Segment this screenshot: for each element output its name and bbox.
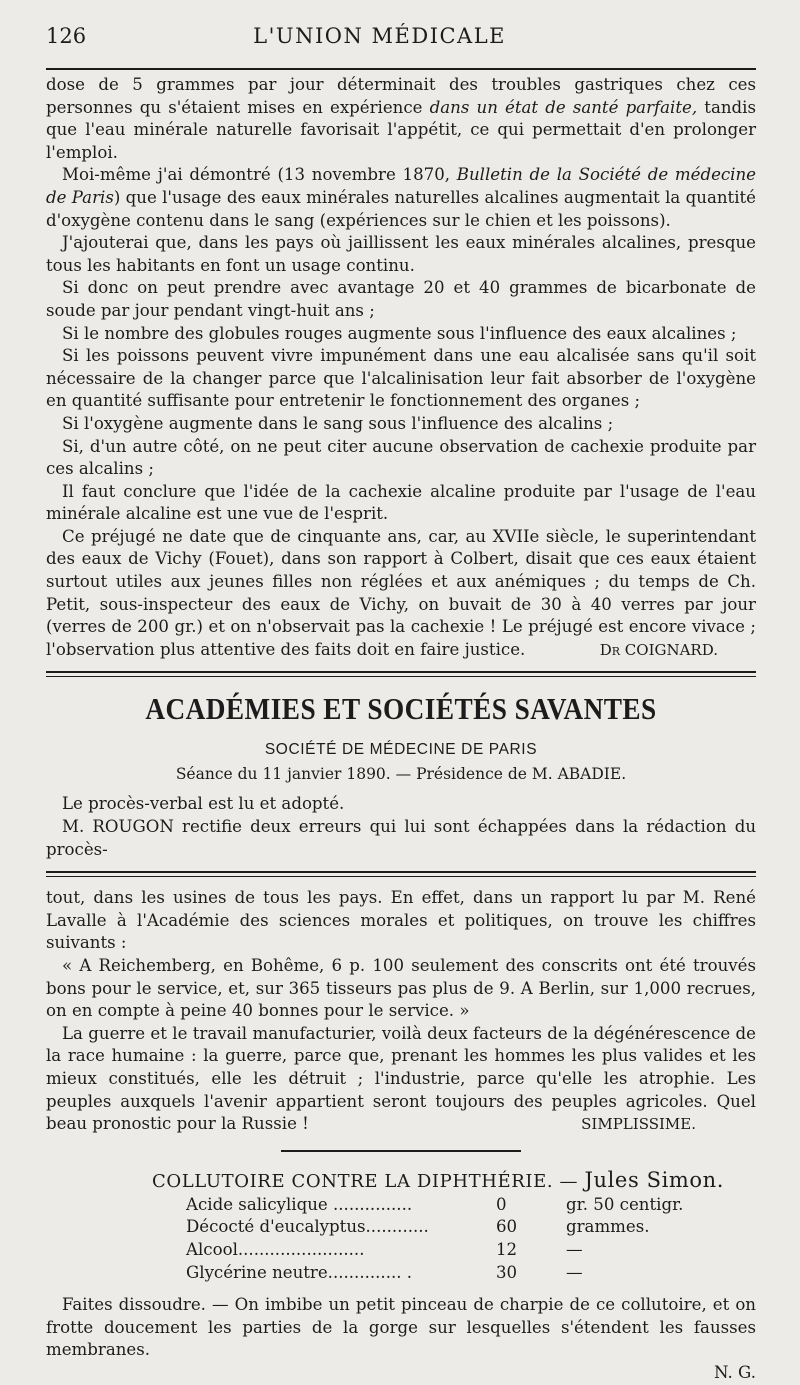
recipe-row: Glycérine neutre.............. . 30 —: [186, 1262, 583, 1282]
recipe-signature: N. G.: [714, 1362, 756, 1382]
author-signature: SIMPLISSIME.: [581, 1115, 696, 1134]
paragraph: Si, d'un autre côté, on ne peut citer aucune observation de cachexie produite par ces alcalins ;: [46, 436, 756, 479]
paragraph: Il faut conclure que l'idée de la cachexie alcaline produite par l'usage de l'eau minérale alcaline est une vue de l'esprit.: [46, 481, 756, 524]
paragraph: Si le nombre des globules rouges augmente sous l'influence des eaux alcalines ;: [62, 323, 737, 343]
society-heading: SOCIÉTÉ DE MÉDECINE DE PARIS: [264, 741, 538, 759]
paragraph: J'ajouterai que, dans les pays où jaillissent les eaux minérales alcalines, presque tous les habitants en font un usage continu.: [46, 233, 756, 275]
paragraph: La guerre et le travail manufacturier, voilà deux facteurs de la dégénérescence de la race humaine : la guerre, parce que, prenant les hommes les plus valides et les mieux constitués, elle les détruit ; l'industrie, parce qu'elle les atrophie. Les peuples auxquels l'avenir appartient seront toujours des peuples agricoles. Quel beau pronostic pour la Russie ! SIMPLISSIME.: [46, 1023, 756, 1136]
recipe-table: [186, 1194, 683, 1284]
paragraph: « A Reichemberg, en Bohême, 6 p. 100 seulement des conscrits ont été trouvés bons pour le service, et, sur 365 tisseurs pas plus de 9. A Berlin, sur 1,000 recrues, on en compte à peine 40 bonnes pour le service. »: [46, 956, 756, 1021]
recipe-row: Alcool........................ 12 —: [186, 1239, 583, 1259]
journal-title: L'UNION MÉDICALE: [253, 24, 506, 48]
short-rule: [281, 1150, 521, 1152]
continued-article: [46, 887, 756, 1136]
header-rule: [46, 68, 756, 70]
paragraph: Si donc on peut prendre avec avantage 20 et 40 grammes de bicarbonate de soude par jour pendant vingt-huit ans ;: [46, 278, 756, 320]
paragraph: dose de 5 grammes par jour déterminait des troubles gastriques chez ces personnes qu s'étaient mises en expérience dans un état de santé parfaite, tandis que l'eau minérale naturelle favorisait l'appétit, ce qui permettait d'en prolonger l'emploi.: [46, 75, 756, 162]
page-number: 126: [46, 24, 87, 48]
section-title: ACADÉMIES ET SOCIÉTÉS SAVANTES: [145, 691, 657, 727]
author-signature: Dr COIGNARD.: [599, 640, 718, 659]
article-body: [46, 74, 756, 661]
paragraph: Ce préjugé ne date que de cinquante ans, car, au XVIIe siècle, le superintendant des eaux de Vichy (Fouet), dans son rapport à Colbert, disait que ces eaux étaient surtout utiles aux jeunes filles non réglées et aux anémiques ; du temps de Ch. Petit, sous-inspecteur des eaux de Vichy, on buvait de 30 à 40 verres par jour (verres de 200 gr.) et on n'observait pas la cachexie ! Le préjugé est encore vivace ; l'observation plus attentive des faits doit en faire justice. Dr COIGNARD.: [46, 526, 756, 662]
recipe-title: COLLUTOIRE CONTRE LA DIPHTHÉRIE. — Jules Simon.: [152, 1167, 725, 1192]
paragraph: Le procès-verbal est lu et adopté.: [62, 794, 345, 814]
seance-line: Séance du 11 janvier 1890. — Présidence de M. ABADIE.: [175, 765, 627, 784]
recipe-instructions: Faites dissoudre. — On imbibe un petit pinceau de charpie de ce collutoire, et on frotte doucement les parties de la gorge sur lesquelles s'étendent les fausses membranes.: [46, 1295, 756, 1360]
paragraph: tout, dans les usines de tous les pays. En effet, dans un rapport lu par M. René Lavalle à l'Académie des sciences morales et politiques, on trouve les chiffres suivants :: [46, 888, 756, 953]
section-divider: [46, 671, 756, 677]
paragraph: Si l'oxygène augmente dans le sang sous l'influence des alcalins ;: [62, 413, 614, 433]
recipe-row: Décocté d'eucalyptus............ 60 grammes.: [186, 1217, 650, 1237]
paragraph: M. ROUGON rectifie deux erreurs qui lui sont échappées dans la rédaction du procès-: [46, 817, 756, 859]
recipe-row: Acide salicylique ............... 0 gr. 50 centigr.: [186, 1194, 684, 1214]
running-header: [46, 0, 756, 58]
column-divider: [46, 871, 756, 877]
recipe-author: Jules Simon.: [584, 1167, 725, 1192]
paragraph: Moi-même j'ai démontré (13 novembre 1870, Bulletin de la Société de médecine de Paris) que l'usage des eaux minérales naturelles alcalines augmentait la quantité d'oxygène contenu dans le sang (expériences sur le chien et les poissons).: [46, 165, 756, 230]
paragraph: Si les poissons peuvent vivre impunément dans une eau alcalisée sans qu'il soit nécessaire de la changer parce que l'alcalinisation leur fait absorber de l'oxygène en quantité suffisante pour entretenir le fonctionnement des organes ;: [46, 346, 756, 411]
